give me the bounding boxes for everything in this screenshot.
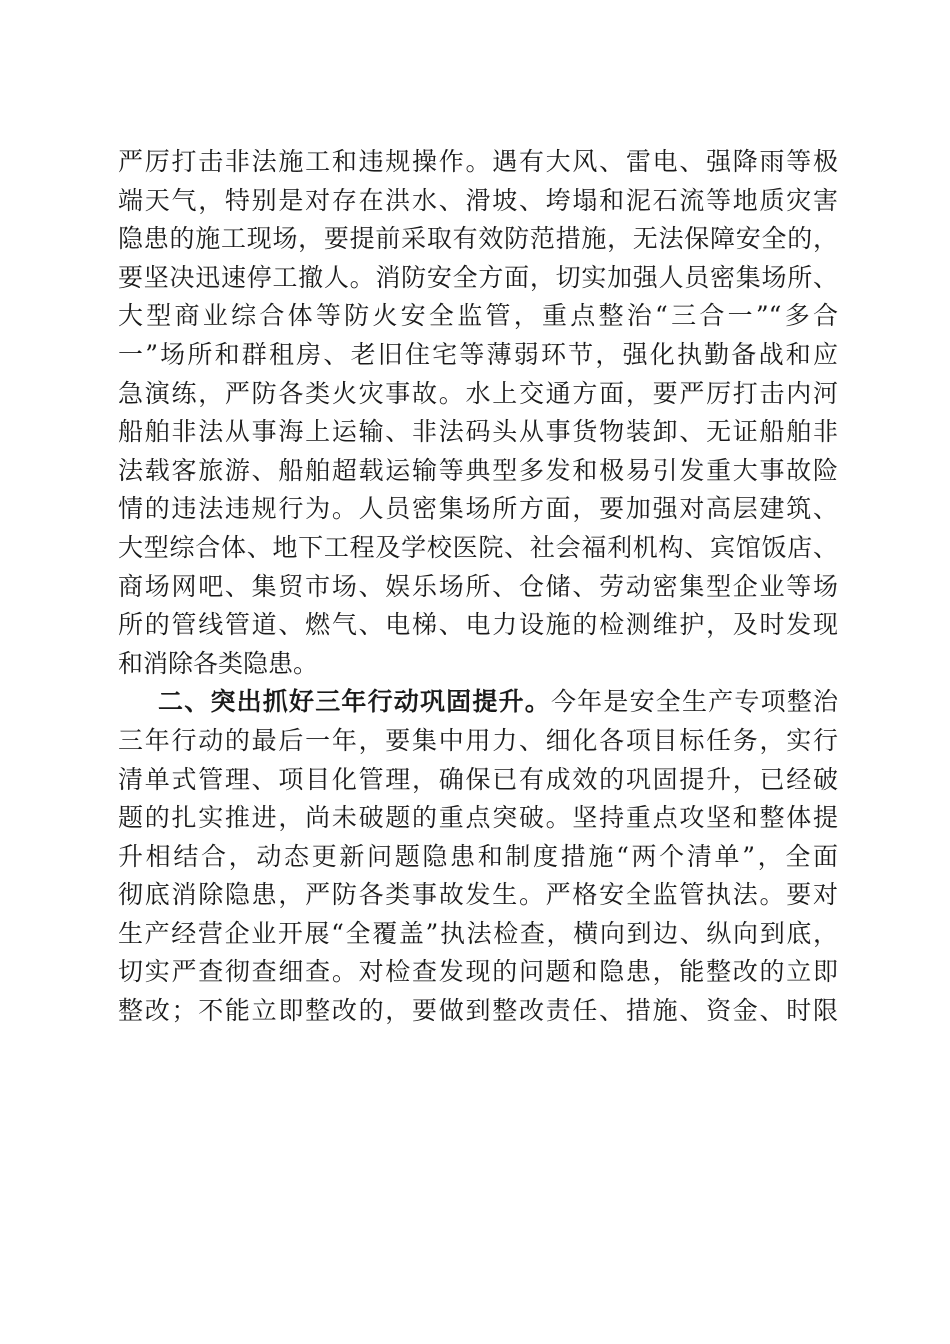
text-line: 三年行动的最后一年，要集中用力、细化各项目标任务，实行 (118, 725, 838, 755)
heading-line-text: 今年是安全生产专项整治 (550, 687, 838, 717)
text-line: 彻底消除隐患，严防各类事故发生。严格安全监管执法。要对 (118, 880, 838, 910)
text-line: 船舶非法从事海上运输、非法码头从事货物装卸、无证船舶非 (118, 417, 838, 447)
text-line: 大型综合体、地下工程及学校医院、社会福利机构、宾馆饭店、 (118, 532, 838, 562)
text-line: 一”场所和群租房、老旧住宅等薄弱环节，强化执勤备战和应 (118, 339, 838, 369)
paragraph-2 (118, 683, 838, 1030)
text-line: 情的违法违规行为。人员密集场所方面，要加强对高层建筑、 (118, 494, 838, 524)
section-heading: 二、突出抓好三年行动巩固提升。 (158, 687, 551, 717)
text-line: 要坚决迅速停工撤人。消防安全方面，切实加强人员密集场所、 (118, 262, 838, 292)
text-line: 整改；不能立即整改的，要做到整改责任、措施、资金、时限 (118, 996, 838, 1026)
text-line: 题的扎实推进，尚未破题的重点突破。坚持重点攻坚和整体提 (118, 803, 838, 833)
body-text (118, 143, 838, 1031)
text-line: 和消除各类隐患。 (118, 648, 319, 678)
text-line: 生产经营企业开展“全覆盖”执法检查，横向到边、纵向到底， (118, 918, 838, 948)
text-line: 切实严查彻查细查。对检查发现的问题和隐患，能整改的立即 (118, 957, 838, 987)
text-line: 急演练，严防各类火灾事故。水上交通方面，要严厉打击内河 (118, 378, 838, 408)
text-line: 端天气，特别是对存在洪水、滑坡、垮塌和泥石流等地质灾害 (118, 185, 838, 215)
text-line: 隐患的施工现场，要提前采取有效防范措施，无法保障安全的， (118, 224, 838, 254)
text-line: 清单式管理、项目化管理，确保已有成效的巩固提升，已经破 (118, 764, 838, 794)
paragraph-1 (118, 143, 838, 683)
text-line (118, 683, 838, 722)
text-line: 法载客旅游、船舶超载运输等典型多发和极易引发重大事故险 (118, 455, 838, 485)
text-line: 商场网吧、集贸市场、娱乐场所、仓储、劳动密集型企业等场 (118, 571, 838, 601)
text-line: 大型商业综合体等防火安全监管，重点整治“三合一”“多合 (118, 301, 838, 331)
text-line: 所的管线管道、燃气、电梯、电力设施的检测维护，及时发现 (118, 610, 838, 640)
text-line: 严厉打击非法施工和违规操作。遇有大风、雷电、强降雨等极 (118, 147, 838, 176)
text-line: 升相结合，动态更新问题隐患和制度措施“两个清单”，全面 (118, 841, 838, 871)
